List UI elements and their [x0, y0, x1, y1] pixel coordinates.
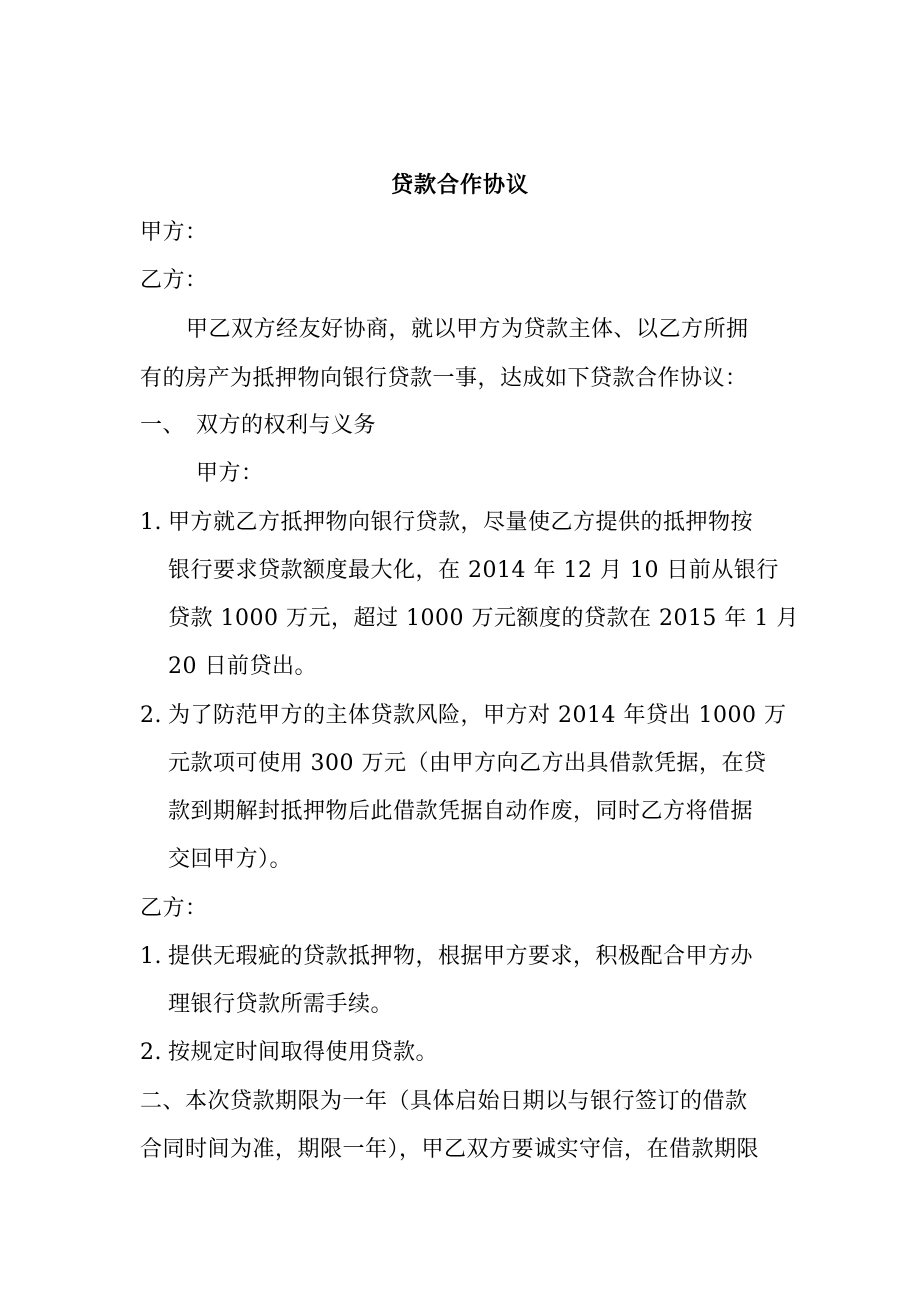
party-a-item-2-line-1 — [140, 701, 786, 731]
section-2-line-2: 合同时间为准，期限一年），甲乙双方要诚实守信，在借款期限 — [140, 1137, 760, 1162]
party-a-item-1-line-3: 贷款 1000 万元，超过 1000 万元额度的贷款在 2015 年 1 月 — [168, 606, 799, 631]
party-a-item-1-line-4: 20 日前贷出。 — [168, 654, 317, 679]
document-title: 贷款合作协议 — [390, 172, 529, 198]
party-a-item-1-line-1 — [140, 508, 753, 538]
list-item-text: 提供无瑕疵的贷款抵押物，根据甲方要求，积极配合甲方办 — [168, 944, 754, 969]
intro-line-2: 有的房产为抵押物向银行贷款一事，达成如下贷款合作协议： — [140, 366, 748, 391]
party-b-item-1-line-1 — [140, 942, 753, 972]
section-1-party-a-label: 甲方： — [196, 461, 264, 486]
section-1-heading — [140, 411, 376, 441]
party-a-label: 甲方： — [140, 220, 208, 245]
party-b-label: 乙方： — [140, 268, 208, 293]
intro-line-1: 甲乙双方经友好协商，就以甲方为贷款主体、以乙方所拥 — [186, 317, 749, 342]
party-a-item-2-line-4: 交回甲方）。 — [168, 847, 293, 872]
party-b-item-1-number: 1. — [140, 944, 162, 969]
section-1-number: 一、 — [140, 413, 186, 438]
party-a-item-2-number: 2. — [140, 703, 162, 728]
party-a-item-1-number: 1. — [140, 510, 162, 535]
party-b-item-2-number: 2. — [140, 1040, 162, 1065]
section-1-title: 双方的权利与义务 — [196, 413, 377, 438]
section-2-line-1: 二、本次贷款期限为一年（具体启始日期以与银行签订的借款 — [140, 1089, 748, 1114]
section-1-party-b-label: 乙方： — [140, 896, 208, 921]
party-b-item-2-line-1 — [140, 1038, 438, 1068]
list-item-text: 为了防范甲方的主体贷款风险，甲方对 2014 年贷出 1000 万 — [168, 703, 787, 728]
party-a-item-1-line-2: 银行要求贷款额度最大化，在 2014 年 12 月 10 日前从银行 — [168, 558, 779, 583]
list-item-text: 按规定时间取得使用贷款。 — [168, 1040, 439, 1065]
list-item-text: 甲方就乙方抵押物向银行贷款，尽量使乙方提供的抵押物按 — [168, 510, 754, 535]
party-a-item-2-line-3: 款到期解封抵押物后此借款凭据自动作废，同时乙方将借据 — [168, 799, 754, 824]
party-a-item-2-line-2: 元款项可使用 300 万元（由甲方向乙方出具借款凭据，在贷 — [168, 751, 767, 776]
party-b-item-1-line-2: 理银行贷款所需手续。 — [168, 992, 394, 1017]
